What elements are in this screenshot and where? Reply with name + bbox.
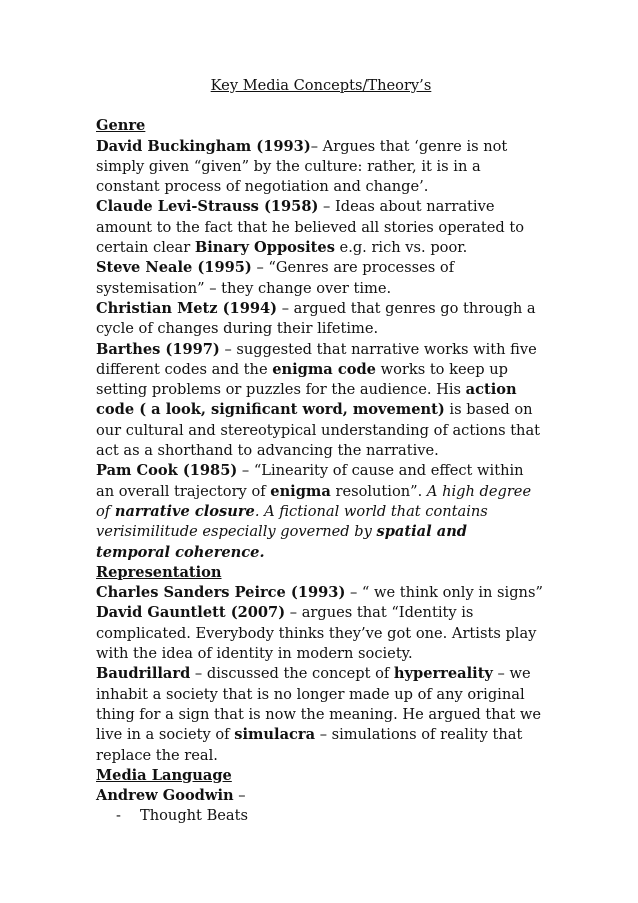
entry-metz: [96, 299, 546, 340]
entry-text: – discussed the concept of: [190, 665, 394, 683]
section-heading-representation: Representation: [96, 563, 222, 581]
key-term: spatial and temporal coherence.: [96, 523, 468, 561]
theorist-name: David Buckingham (1993): [96, 137, 311, 155]
key-term: narrative closure: [114, 502, 255, 520]
document-title: Key Media Concepts/Theory’s: [210, 77, 432, 94]
theorist-name: David Gauntlett (2007): [96, 604, 286, 622]
theorist-name: Charles Sanders Peirce (1993): [96, 584, 346, 602]
key-term: action code ( a look, significant word, movement): [96, 381, 517, 419]
theorist-name: Baudrillard: [96, 665, 191, 683]
key-term: simulacra: [234, 726, 316, 744]
entry-text: – “Genres are processes of systemisation” – they change over time.: [96, 259, 455, 297]
entry-neale: [96, 258, 546, 299]
entry-text: – we inhabit a society that is no longer made up of any original thing for a sign that is now the meaning. He argued that we live in a society of: [96, 665, 542, 744]
entry-text: e.g. rich vs. poor.: [334, 239, 468, 257]
entry-text: – “ we think only in signs”: [345, 584, 543, 602]
entry-peirce: [96, 583, 546, 603]
entry-text: is based on our cultural and stereotypical understanding of actions that act as a shorthand to advancing the narrative.: [96, 401, 541, 460]
list-item-text: Thought Beats: [140, 807, 248, 825]
entry-buckingham: [96, 137, 546, 198]
theorist-name: Steve Neale (1995): [96, 259, 252, 277]
entry-levi-strauss: [96, 197, 546, 258]
entry-text: – suggested that narrative works with five different codes and the: [96, 340, 537, 378]
theorist-name: Barthes (1997): [96, 340, 220, 358]
list-item: [96, 806, 546, 826]
entry-gauntlett: [96, 603, 546, 664]
entry-text: –: [233, 787, 246, 805]
italic-text: . A fictional world that contains verisimilitude especially governed by: [96, 502, 488, 541]
theorist-name: Pam Cook (1985): [96, 462, 238, 480]
key-term: enigma: [270, 482, 331, 500]
theorist-name: Claude Levi-Strauss (1958): [96, 198, 319, 216]
entry-text: – argues that “Identity is complicated. Everybody thinks they’ve got one. Artists play with the idea of identity in modern society.: [96, 604, 537, 663]
key-term: hyperreality: [393, 665, 493, 683]
italic-text: A high degree of: [96, 482, 532, 520]
entry-goodwin: [96, 786, 546, 806]
entry-text: resolution”.: [330, 482, 427, 500]
entry-text: – argued that genres go through a cycle of changes during their lifetime.: [96, 299, 536, 338]
entry-text: – simulations of reality that replace the real.: [96, 726, 523, 764]
list-dash: -: [116, 807, 121, 825]
entry-text: works to keep up setting problems or puzzles for the audience. His: [96, 360, 508, 399]
section-heading-media-language: Media Language: [96, 766, 232, 784]
entry-cook: [96, 461, 546, 562]
entry-baudrillard: [96, 664, 546, 765]
key-term: enigma code: [272, 360, 376, 378]
entry-barthes: [96, 340, 546, 462]
entry-text: – Ideas about narrative amount to the fact that he believed all stories operated to certain clear: [96, 198, 524, 257]
section-heading-genre: Genre: [96, 117, 146, 135]
theorist-name: Andrew Goodwin: [96, 787, 234, 805]
goodwin-list: [96, 806, 546, 826]
entry-text: – Argues that ‘genre is not simply given “given” by the culture: rather, it is in a constant process of negotiation and change’.: [96, 137, 508, 196]
entry-text: – “Linearity of cause and effect within an overall trajectory of: [96, 462, 524, 500]
theorist-name: Christian Metz (1994): [96, 299, 278, 317]
key-term: Binary Opposites: [194, 239, 335, 257]
document-page: [96, 76, 546, 827]
